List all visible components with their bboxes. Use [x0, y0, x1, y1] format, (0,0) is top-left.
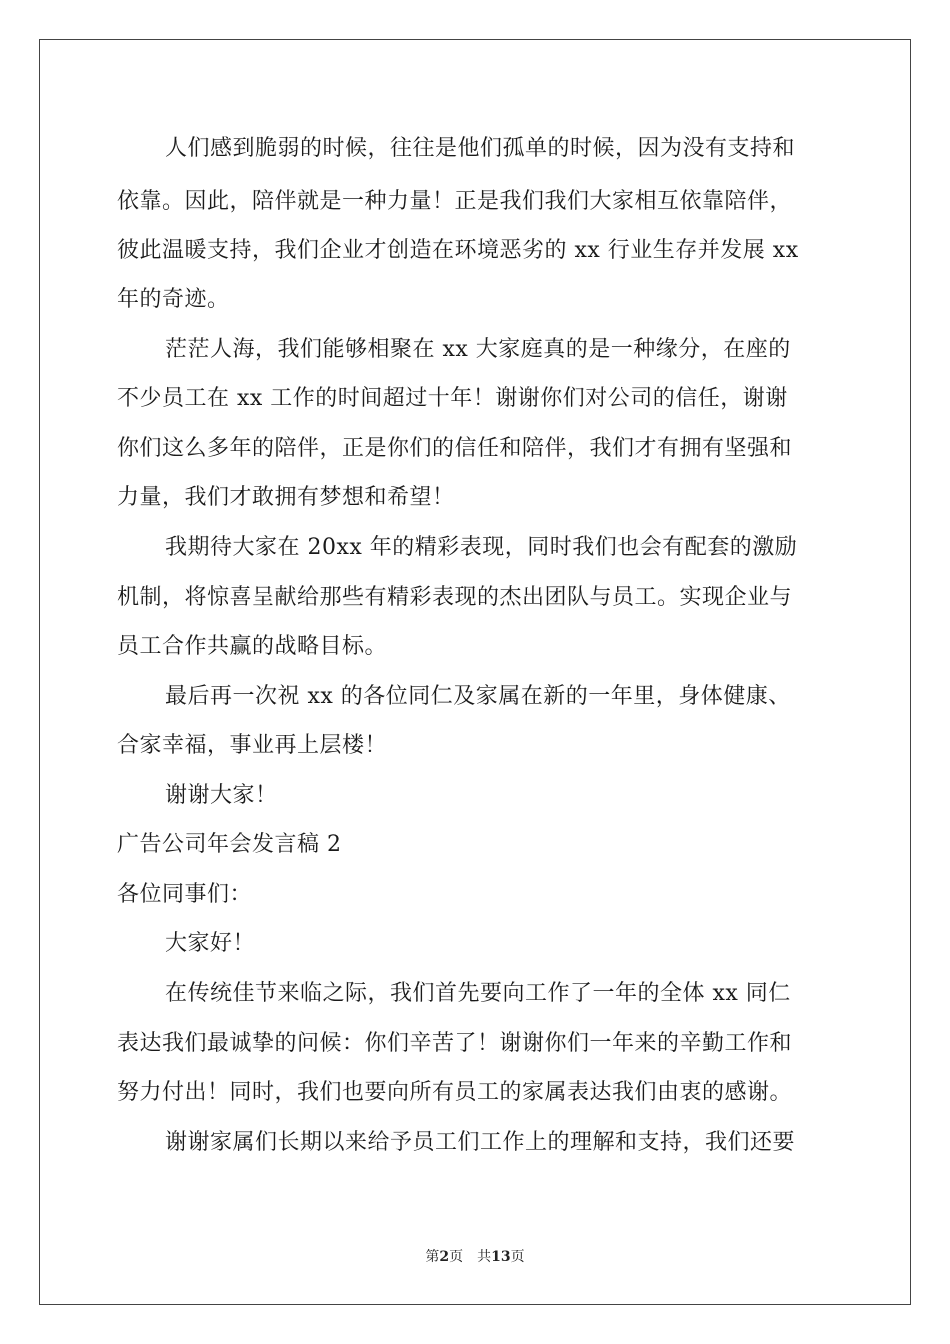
text-line: 不少员工在 xx 工作的时间超过十年！谢谢你们对公司的信任，谢谢	[117, 386, 788, 411]
text-line: 努力付出！同时，我们也要向所有员工的家属表达我们由衷的感谢。	[117, 1080, 793, 1105]
text-line: 人们感到脆弱的时候，往往是他们孤单的时候，因为没有支持和	[165, 136, 796, 161]
text-line: 合家幸福，事业再上层楼！	[117, 733, 388, 758]
page-number: 2	[439, 1249, 450, 1265]
text-line: 我期待大家在 20xx 年的精彩表现，同时我们也会有配套的激励	[165, 535, 798, 560]
text-line: 你们这么多年的陪伴，正是你们的信任和陪伴，我们才有拥有坚强和	[117, 436, 793, 461]
text-line: 力量，我们才敢拥有梦想和希望！	[117, 485, 455, 510]
total-prefix: 共	[477, 1249, 492, 1265]
text-line: 彼此温暖支持，我们企业才创造在环境恶劣的 xx 行业生存并发展 xx	[117, 238, 799, 263]
section-heading: 广告公司年会发言稿 2	[117, 832, 342, 857]
text-line: 最后再一次祝 xx 的各位同仁及家属在新的一年里，身体健康、	[165, 684, 791, 709]
text-line: 在传统佳节来临之际，我们首先要向工作了一年的全体 xx 同仁	[165, 981, 791, 1006]
total-pages: 13	[491, 1249, 511, 1265]
page-footer	[0, 1248, 950, 1266]
text-line: 表达我们最诚挚的问候：你们辛苦了！谢谢你们一年来的辛勤工作和	[117, 1031, 793, 1056]
text-line: 谢谢大家！	[165, 783, 278, 808]
greeting: 大家好！	[165, 931, 256, 956]
page-prefix: 第	[425, 1249, 440, 1265]
text-line: 机制，将惊喜呈献给那些有精彩表现的杰出团队与员工。实现企业与	[117, 585, 793, 610]
page-border	[39, 39, 911, 1305]
text-line: 谢谢家属们长期以来给予员工们工作上的理解和支持，我们还要	[165, 1130, 796, 1155]
salutation: 各位同事们：	[117, 882, 253, 907]
text-line: 依靠。因此，陪伴就是一种力量！正是我们我们大家相互依靠陪伴，	[117, 189, 793, 214]
text-line: 年的奇迹。	[117, 287, 230, 312]
text-line: 员工合作共赢的战略目标。	[117, 634, 388, 659]
page-suffix: 页	[449, 1249, 464, 1265]
text-line: 茫茫人海，我们能够相聚在 xx 大家庭真的是一种缘分，在座的	[165, 337, 791, 362]
total-suffix: 页	[510, 1249, 525, 1265]
